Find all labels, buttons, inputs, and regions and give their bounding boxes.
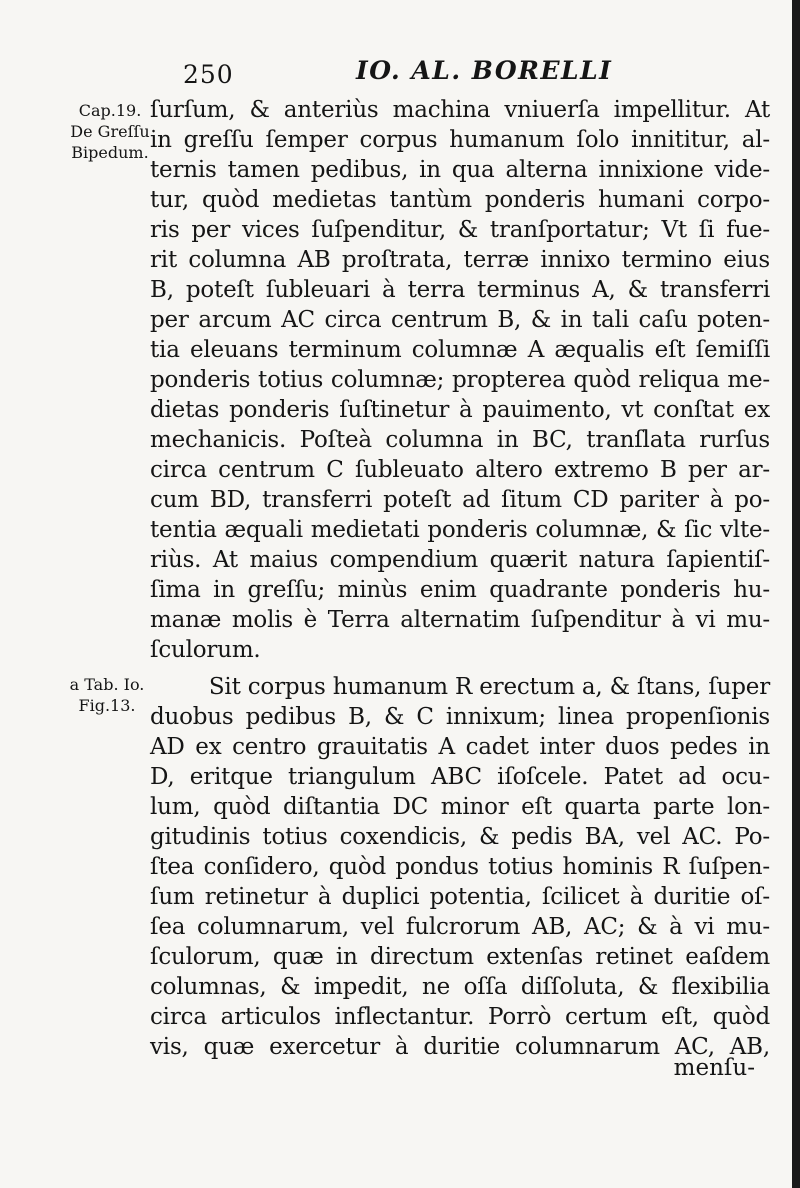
text-line: mechanicis. Poſteà columna in BC, tranſlata rurſus bbox=[150, 427, 770, 453]
text-line: tur, quòd medietas tantùm ponderis humani corpo- bbox=[150, 187, 770, 213]
text-line: duobus pedibus B, & C innixum; linea propenſionis bbox=[150, 704, 770, 730]
chapter-note-line: De Greſſu bbox=[70, 122, 150, 141]
text-line: tia eleuans terminum columnæ A æqualis eſt ſemiſſi bbox=[150, 337, 770, 363]
paragraph-second bbox=[150, 672, 770, 1062]
text-line: tentia æquali medietati ponderis columnæ, & ſic vlte- bbox=[150, 517, 770, 543]
page-number: 250 bbox=[183, 60, 234, 89]
text-line: dietas ponderis ſuſtinetur à pauimento, vt conſtat ex bbox=[150, 397, 770, 423]
text-line: B, poteſt ſubleuari à terra terminus A, & transferri bbox=[150, 277, 770, 303]
text-line: ſurſum, & anteriùs machina vniuerſa impellitur. At bbox=[150, 97, 770, 123]
text-line: circa centrum C ſubleuato altero extremo B per ar- bbox=[150, 457, 770, 483]
text-line: ſea columnarum, vel fulcrorum AB, AC; & à vi mu- bbox=[150, 914, 770, 940]
text-line: ſculorum, quæ in directum extenſas retinet eaſdem bbox=[150, 944, 770, 970]
text-line: gitudinis totius coxendicis, & pedis BA, vel AC. Po- bbox=[150, 824, 770, 850]
text-line: AD ex centro grauitatis A cadet inter duos pedes in bbox=[150, 734, 770, 760]
text-line: manæ molis è Terra alternatim ſuſpenditur à vi mu- bbox=[150, 607, 770, 633]
chapter-margin-note bbox=[60, 100, 160, 163]
text-line: lum, quòd diſtantia DC minor eſt quarta parte lon- bbox=[150, 794, 770, 820]
text-line: riùs. At maius compendium quærit natura ſapientiſ- bbox=[150, 547, 770, 573]
running-head: IO. AL. BORELLI bbox=[356, 56, 613, 85]
figure-note-line: Fig.13. bbox=[78, 696, 136, 715]
chapter-note-line: Cap.19. bbox=[78, 101, 142, 120]
text-line: cum BD, transferri poteſt ad ſitum CD pariter à po- bbox=[150, 487, 770, 513]
text-line: rit columna AB proſtrata, terræ innixo termino eius bbox=[150, 247, 770, 273]
text-line: circa articulos inflectantur. Porrò certum eſt, quòd bbox=[150, 1004, 770, 1030]
text-line: ternis tamen pedibus, in qua alterna innixione vide- bbox=[150, 157, 770, 183]
text-line: D, eritque triangulum ABC iſoſcele. Patet ad ocu- bbox=[150, 764, 770, 790]
text-line: vis, quæ exercetur à duritie columnarum AC, AB, bbox=[150, 1034, 770, 1060]
text-line: columnas, & impedit, ne oſſa diſſoluta, & flexibilia bbox=[150, 974, 770, 1000]
text-line: ris per vices ſuſpenditur, & tranſportatur; Vt ſi fue- bbox=[150, 217, 770, 243]
text-line: ſum retinetur à duplici potentia, ſcilicet à duritie oſ- bbox=[150, 884, 770, 910]
paragraph-first bbox=[150, 95, 770, 665]
text-line: ſima in greſſu; minùs enim quadrante ponderis hu- bbox=[150, 577, 770, 603]
text-line: per arcum AC circa centrum B, & in tali caſu poten- bbox=[150, 307, 770, 333]
figure-note-line: a Tab. Io. bbox=[69, 675, 145, 694]
figure-margin-note bbox=[52, 674, 162, 716]
text-line: ponderis totius columnæ; propterea quòd reliqua me- bbox=[150, 367, 770, 393]
text-line: ſtea conſidero, quòd pondus totius hominis R ſuſpen- bbox=[150, 854, 770, 880]
text-line: Sit corpus humanum R erectum a, & ſtans, ſuper bbox=[208, 674, 770, 700]
text-line: ſculorum. bbox=[150, 637, 261, 663]
chapter-note-line: Bipedum. bbox=[71, 143, 149, 162]
text-line: in greſſu ſemper corpus humanum ſolo innititur, al- bbox=[150, 127, 770, 153]
page-edge-shadow bbox=[792, 0, 800, 1188]
catchword: menſu- bbox=[673, 1055, 755, 1081]
